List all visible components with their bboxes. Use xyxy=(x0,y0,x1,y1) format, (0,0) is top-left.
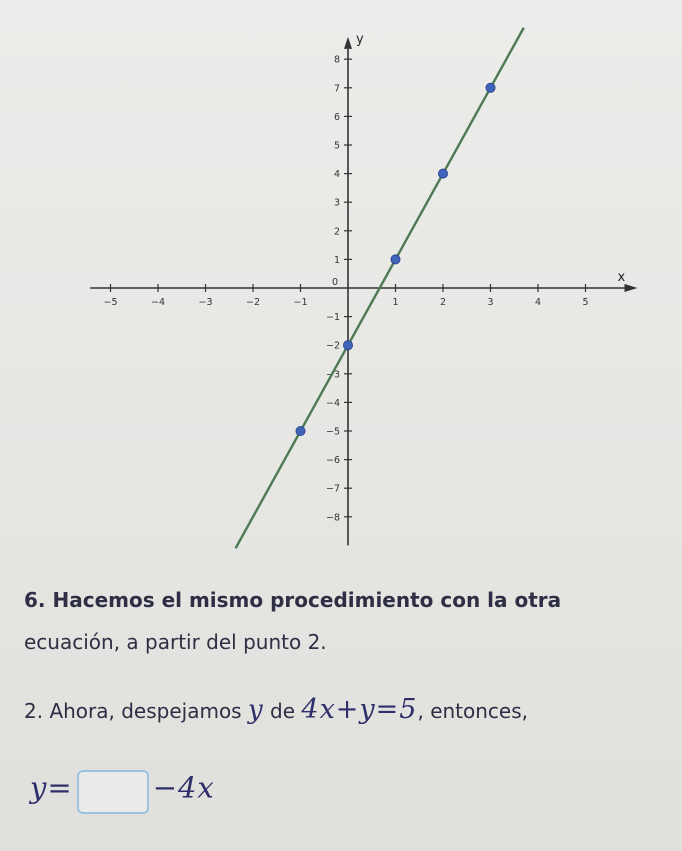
question-heading-text: 6. Hacemos el mismo procedimiento con la otra xyxy=(24,588,562,612)
axis-tick-labels xyxy=(103,55,588,524)
y-tick-label: 6 xyxy=(333,111,340,123)
x-tick-label: −4 xyxy=(150,297,166,308)
y-tick-label: −8 xyxy=(325,512,340,524)
y-tick-label: −4 xyxy=(325,397,340,409)
origin-label: 0 xyxy=(331,277,338,288)
x-tick-label: −3 xyxy=(198,297,213,308)
x-tick-label: −1 xyxy=(293,297,308,308)
step-mid: de xyxy=(263,699,302,723)
y-tick-label: 4 xyxy=(333,169,340,181)
graph-point xyxy=(438,169,447,178)
graph-point xyxy=(296,426,305,435)
y-tick-label: 2 xyxy=(333,226,340,238)
y-tick-label: −1 xyxy=(325,312,340,324)
y-tick-label: −6 xyxy=(325,455,340,467)
answer-input-box[interactable] xyxy=(77,770,149,814)
question-heading xyxy=(24,588,561,612)
y-tick-label: 1 xyxy=(333,254,340,266)
x-tick-label: −5 xyxy=(103,297,118,308)
answer-row xyxy=(30,770,215,814)
step-instruction xyxy=(24,694,528,725)
x-tick-label: 2 xyxy=(439,297,447,308)
step-equation: 4x+y=5 xyxy=(301,694,418,725)
y-tick-label: 7 xyxy=(333,83,340,95)
x-tick-label: 1 xyxy=(392,297,399,308)
step-variable: y xyxy=(247,695,264,725)
x-axis-label: x xyxy=(617,270,626,285)
graph-point xyxy=(486,83,495,92)
y-axis-label: y xyxy=(356,31,364,47)
y-tick-label: 3 xyxy=(333,197,340,209)
x-axis-arrow xyxy=(625,284,638,292)
y-tick-label: 8 xyxy=(333,54,340,66)
x-tick-label: 5 xyxy=(582,297,589,308)
axes xyxy=(90,37,637,546)
y-tick-label: −3 xyxy=(325,369,340,381)
y-axis-arrow xyxy=(344,37,352,49)
x-tick-label: 3 xyxy=(487,297,494,308)
graph-point xyxy=(343,341,352,350)
y-tick-label: −5 xyxy=(325,426,340,438)
answer-right: −4x xyxy=(152,770,215,805)
y-tick-label: −7 xyxy=(325,483,340,495)
step-prefix: 2. Ahora, despejamos xyxy=(24,699,248,723)
x-tick-label: −2 xyxy=(245,297,261,308)
question-heading-continued xyxy=(24,630,327,654)
answer-left: y= xyxy=(30,770,73,805)
step-suffix: , entonces, xyxy=(417,699,529,723)
y-tick-label: 5 xyxy=(333,140,340,152)
question-heading-continued-text: ecuación, a partir del punto 2. xyxy=(24,630,327,654)
x-tick-label: 4 xyxy=(534,297,542,308)
graph-point xyxy=(391,255,400,264)
y-tick-label: −2 xyxy=(325,340,340,352)
